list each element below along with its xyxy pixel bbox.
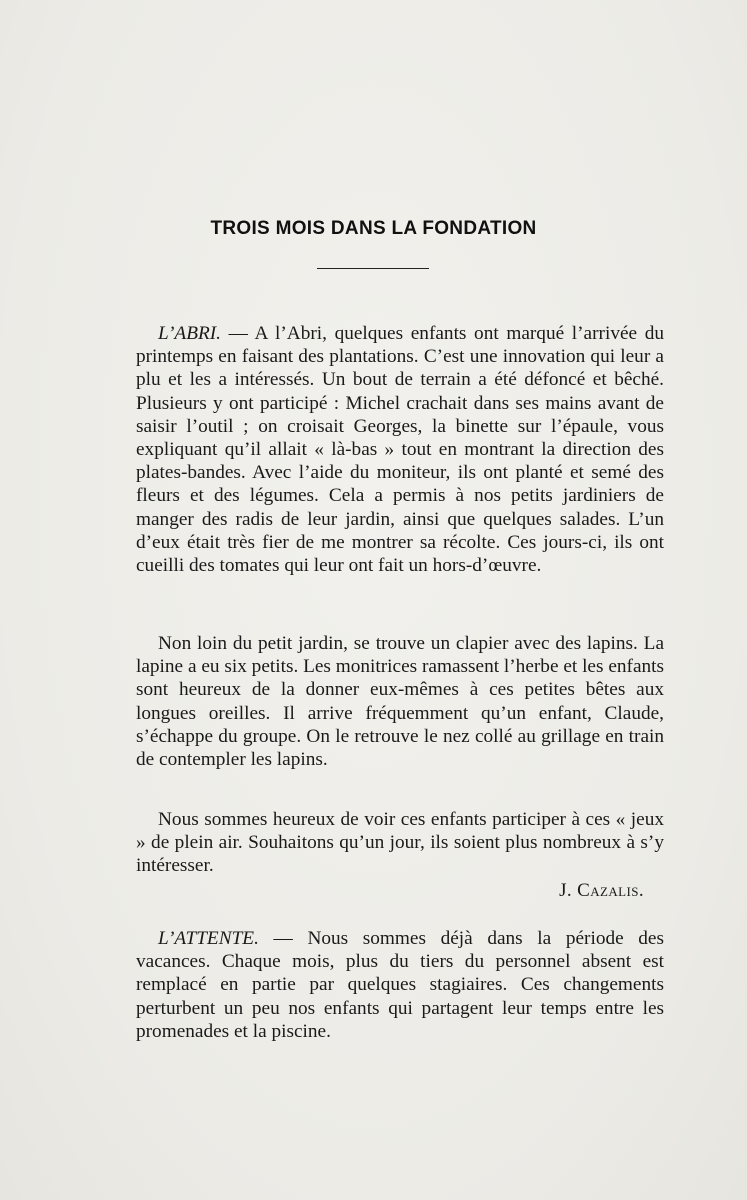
author-signature: J. Cazalis. [559,880,644,901]
paragraph-body: — Nous sommes déjà dans la période des vacances. Chaque mois, plus du tiers du personnel absent est remplacé en partie par quelques stagiaires. Ces changements perturbent un peu nos enfants qui partagent leur temps entre les promenades et la piscine. [136,928,664,1042]
paragraph-body: — A l’Abri, quelques enfants ont marqué l’arrivée du printemps en faisant des plantations. C’est une innovation qui leur a plu et les a intéressés. Un bout de terrain a été défoncé et bêché. Plusieurs y ont participé : Michel crachait dans ses mains avant de saisir l’outil ; on croisait Georges, la binette sur l’épaule, vous expliquant qu’il allait « là-bas » tout en montrant la direction des plates-bandes. Avec l’aide du moniteur, ils ont planté et semé des fleurs et des légumes. Cela a permis à nos petits jardiniers de manger des radis de leur jardin, ainsi que quelques salades. L’un d’eux était très fier de me montrer sa récolte. Ces jours-ci, ils ont cueilli des tomates qui leur ont fait un hors-d’œuvre. [136,323,664,577]
paragraph-abri [136,322,664,577]
paragraph-text: Non loin du petit jardin, se trouve un clapier avec des lapins. La lapine a eu six petits. Les monitrices ramassent l’herbe et les enfants sont heureux de la donner eux-mêmes à ces petites bêtes aux longues oreilles. Il arrive fréquemment qu’un enfant, Claude, s’échappe du groupe. On le retrouve le nez collé au grillage en train de contempler les lapins. [136,633,664,771]
paragraph-text [136,322,664,577]
title-divider [317,268,429,269]
section-label-abri: L’ABRI. [158,323,222,344]
paragraph-attente [136,927,664,1043]
section-label-attente: L’ATTENTE. [158,928,259,949]
article-title: TROIS MOIS DANS LA FONDATION [210,218,537,239]
paragraph-text: Nous sommes heureux de voir ces enfants participer à ces « jeux » de plein air. Souhaitons qu’un jour, ils soient plus nombreux à s’y intéresser. [136,809,664,877]
paragraph-lapins [136,632,664,771]
paragraph-text [136,927,664,1043]
paragraph-jeux [136,808,664,878]
